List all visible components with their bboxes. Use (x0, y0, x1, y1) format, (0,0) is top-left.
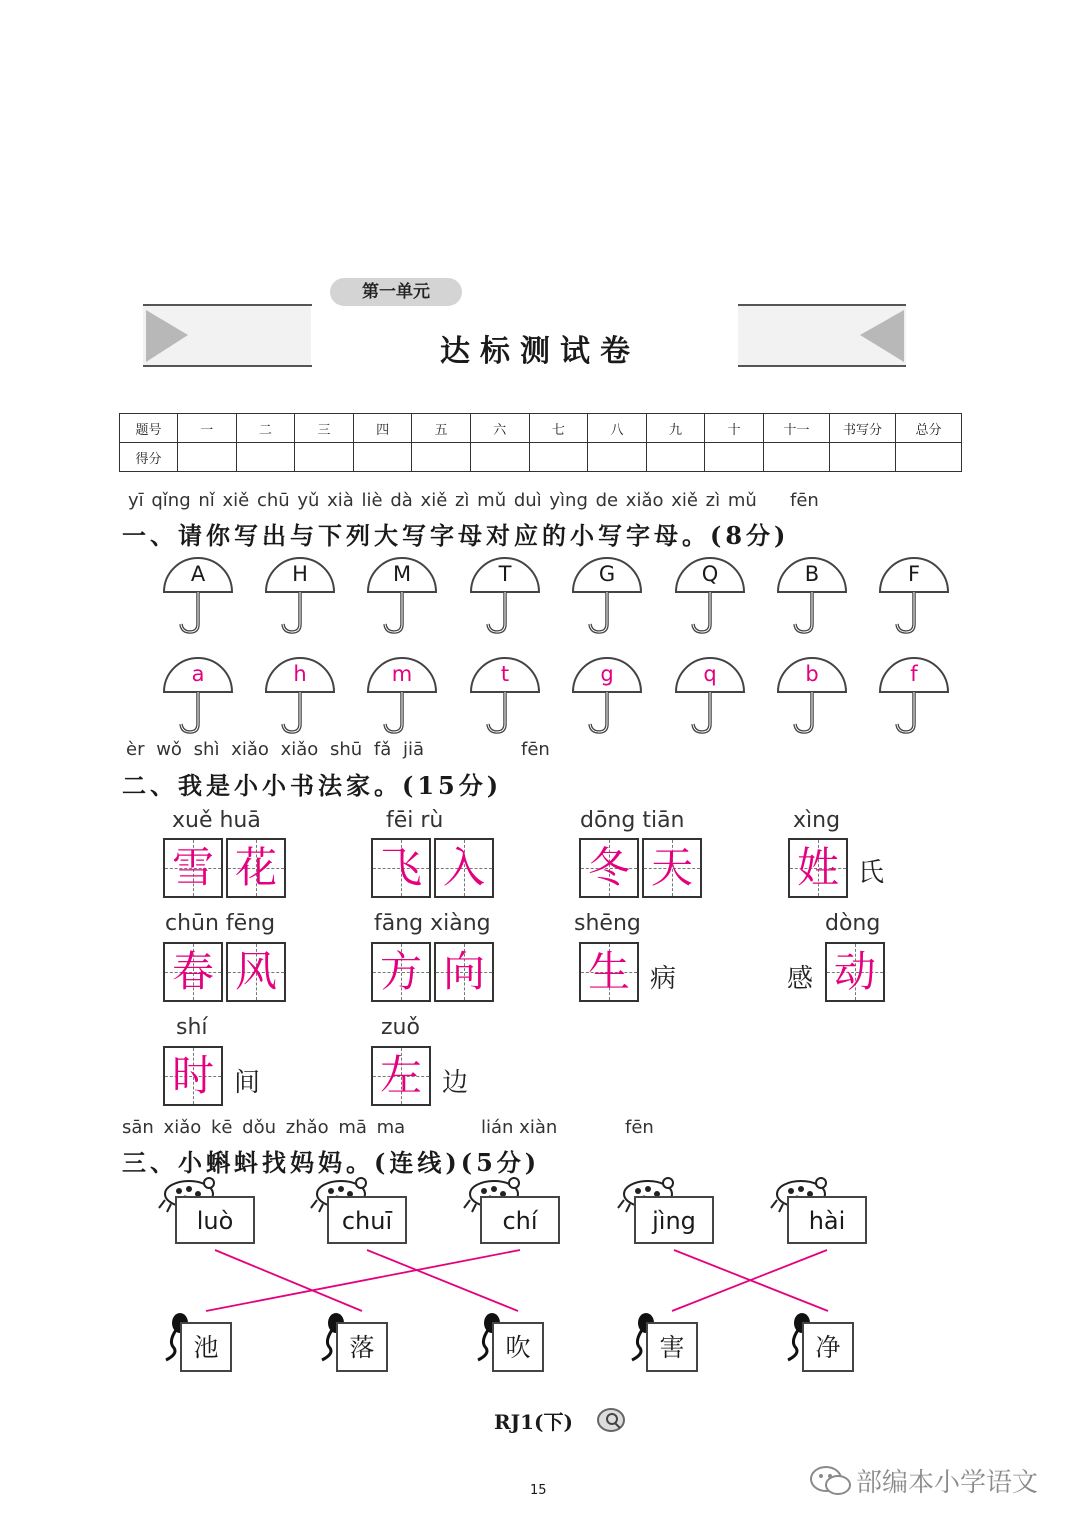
wechat-icon (808, 1463, 854, 1499)
cell: 十 (705, 414, 764, 443)
pinyin: fāng xiàng (374, 911, 491, 936)
q3-pinyin: sān xiǎo kē dǒu zhǎo mā ma (122, 1117, 406, 1138)
answer-line (215, 1250, 362, 1311)
writing-grid[interactable] (434, 838, 494, 898)
given-char: 病 (650, 964, 677, 994)
given-char: 边 (442, 1068, 469, 1098)
character-box[interactable]: 池 (180, 1322, 232, 1372)
q2-pinyin-fen: fēn (521, 739, 550, 760)
cell: 一 (178, 414, 237, 443)
writing-grid[interactable] (579, 942, 639, 1002)
answer-char: 天 (650, 843, 693, 892)
given-char: 氏 (858, 858, 885, 888)
cell: 总分 (896, 414, 962, 443)
lowercase-letter: m (391, 662, 413, 686)
pinyin-box[interactable]: chuī (327, 1196, 407, 1244)
unit-label: 第一单元 (330, 278, 462, 306)
lowercase-letter: q (703, 662, 717, 686)
magnifier-icon (596, 1406, 628, 1434)
pinyin: zuǒ (381, 1015, 420, 1040)
pinyin-box[interactable]: luò (175, 1196, 255, 1244)
character-box[interactable]: 落 (336, 1322, 388, 1372)
lowercase-letter: g (600, 662, 614, 686)
page-number: 15 (530, 1483, 547, 1498)
answer-char: 花 (234, 843, 277, 892)
given-char: 间 (234, 1068, 261, 1098)
cell: 十一 (764, 414, 830, 443)
lowercase-letter: h (293, 662, 307, 686)
lowercase-letter: a (191, 662, 205, 686)
cell: 书写分 (830, 414, 896, 443)
answer-char: 飞 (379, 843, 422, 892)
answer-char: 姓 (796, 843, 839, 892)
answer-char: 春 (171, 947, 214, 996)
writing-grid[interactable] (226, 942, 286, 1002)
q2-pinyin: èr wǒ shì xiǎo xiǎo shū fǎ jiā (126, 739, 425, 760)
writing-grid[interactable] (371, 942, 431, 1002)
pinyin-box[interactable]: jìng (634, 1196, 714, 1244)
pinyin: fēi rù (386, 808, 444, 833)
q1-text: 一、请你写出与下列大写字母对应的小写字母。(8分) (122, 521, 790, 550)
lowercase-letter: f (910, 662, 918, 686)
pinyin: dòng (825, 911, 881, 936)
pinyin: shēng (574, 911, 641, 936)
q3-pinyin-fen: fēn (625, 1117, 654, 1138)
writing-grid[interactable] (434, 942, 494, 1002)
character-box[interactable]: 害 (646, 1322, 698, 1372)
uppercase-letter: F (907, 562, 921, 586)
q2-text: 二、我是小小书法家。(15分) (122, 771, 503, 800)
writing-grid[interactable] (371, 838, 431, 898)
answer-char: 向 (442, 947, 485, 996)
pinyin: xuě huā (172, 808, 261, 833)
cell: 三 (295, 414, 354, 443)
cell: 六 (470, 414, 529, 443)
writing-grid[interactable] (825, 942, 885, 1002)
writing-grid[interactable] (163, 1046, 223, 1106)
pinyin: shí (176, 1015, 208, 1040)
cell: 题号 (120, 414, 178, 443)
pinyin-box[interactable]: hài (787, 1196, 867, 1244)
cell: 得分 (120, 443, 178, 472)
pinyin-box[interactable]: chí (480, 1196, 560, 1244)
page-title: 达标测试卷 (440, 334, 640, 369)
writing-grid[interactable] (163, 942, 223, 1002)
uppercase-letter: B (804, 562, 820, 586)
lowercase-letter: b (805, 662, 819, 686)
answer-char: 动 (833, 947, 876, 996)
uppercase-letter: T (498, 562, 512, 586)
footer-code: RJ1(下) (494, 1410, 573, 1434)
cell: 九 (646, 414, 705, 443)
writing-grid[interactable] (163, 838, 223, 898)
answer-char: 方 (379, 947, 422, 996)
lowercase-letter: t (500, 662, 510, 686)
cell: 八 (588, 414, 647, 443)
cell: 七 (529, 414, 588, 443)
cell: 四 (353, 414, 412, 443)
answer-char: 时 (171, 1051, 214, 1100)
character-box[interactable]: 吹 (492, 1322, 544, 1372)
uppercase-letter: M (392, 562, 412, 586)
writing-grid[interactable] (371, 1046, 431, 1106)
answer-char: 入 (442, 843, 485, 892)
uppercase-letter: H (292, 562, 308, 586)
answer-char: 生 (587, 947, 630, 996)
pinyin: dōng tiān (580, 808, 685, 833)
answer-char: 风 (234, 947, 277, 996)
q1-pinyin-fen: fēn (790, 490, 819, 511)
uppercase-letter: G (598, 562, 616, 586)
writing-grid[interactable] (579, 838, 639, 898)
watermark-text: 部编本小学语文 (856, 1468, 1039, 1498)
pinyin: xìng (793, 808, 841, 833)
cell: 五 (412, 414, 471, 443)
cell: 二 (236, 414, 295, 443)
writing-grid[interactable] (642, 838, 702, 898)
q3-pinyin-lianxian: lián xiàn (481, 1117, 558, 1138)
given-char: 感 (787, 964, 814, 994)
writing-grid[interactable] (788, 838, 848, 898)
answer-char: 冬 (587, 843, 630, 892)
answer-char: 左 (379, 1051, 422, 1100)
writing-grid[interactable] (226, 838, 286, 898)
q1-pinyin: yī qǐng nǐ xiě chū yǔ xià liè dà xiě zì mǔ duì yìng de xiǎo xiě zì mǔ (128, 490, 757, 511)
character-box[interactable]: 净 (802, 1322, 854, 1372)
uppercase-letter: A (190, 562, 206, 586)
answer-line (367, 1250, 518, 1311)
uppercase-letter: Q (701, 562, 719, 586)
pinyin: chūn fēng (165, 911, 276, 936)
answer-line (206, 1250, 520, 1311)
q3-text: 三、小蝌蚪找妈妈。(连线)(5分) (122, 1148, 541, 1177)
answer-char: 雪 (171, 843, 214, 892)
